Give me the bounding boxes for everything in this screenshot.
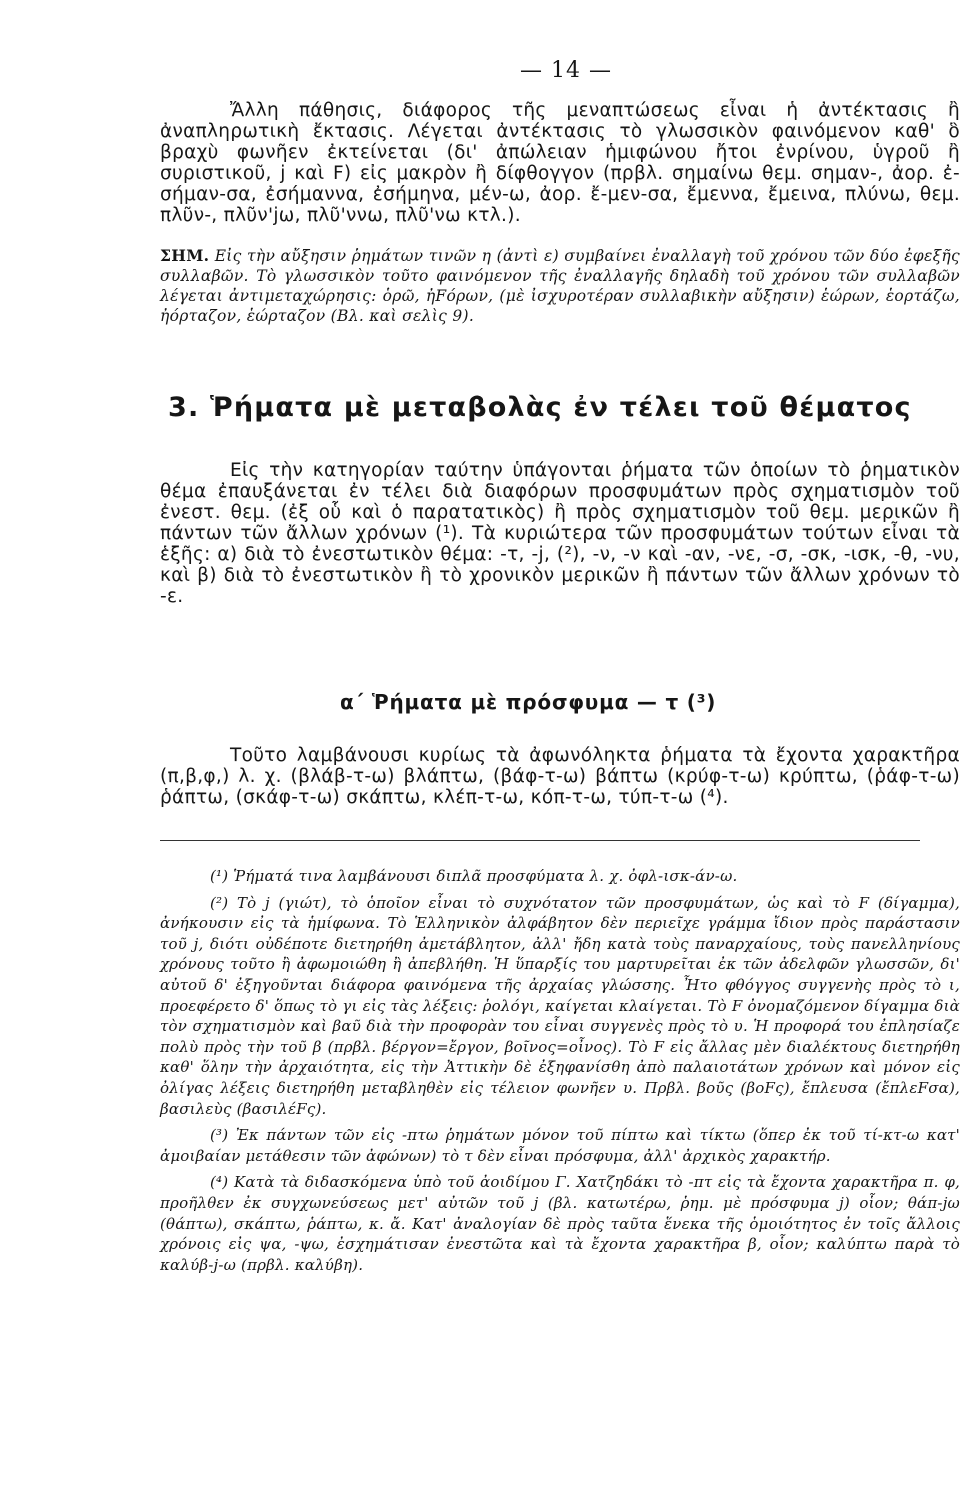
subsection-heading: α΄ Ῥήματα μὲ πρόσφυμα — τ (³) xyxy=(340,690,717,714)
note-block xyxy=(160,246,960,326)
footnote-4: (⁴) Κατὰ τὰ διδασκόμενα ὑπὸ τοῦ ἀοιδίμου Γ. Χατζηδάκι τὸ -πτ εἰς τὰ ἔχοντα χαρακτῆρα π. φ, προῆλθεν ἐκ συγχωνεύσεως μετ' αὐτῶν τοῦ j (βλ. κατωτέρω, ῥημ. μὲ πρόσφυμα j) οἷον; θάπ-jω (θάπτω), σκάπτω, ῥάπτω, κ. ἄ. Κατ' ἀναλογίαν δὲ πρὸς ταῦτα ἕνεκα τῆς ὁμοιότητος ἐν τοῖς ἄλλοις χρόνοις εἰς ψα, -ψω, ἐσχημάτισαν ἐνεστῶτα καὶ τὰ ἔχοντα χαρακτῆρα β, οἷον; καλύπτω παρὰ τὸ καλύβ-j-ω (πρβλ. καλύβη). xyxy=(160,1173,960,1274)
footnote-3: (³) Ἐκ πάντων τῶν εἰς -πτω ῥημάτων μόνον τοῦ πίπτω καὶ τίκτω (ὅπερ ἐκ τοῦ τί-κτ-ω κατ' ἀμοιβαίαν μετάθεσιν τῶν ἀφώνων) τὸ τ δὲν εἶναι πρόσφυμα, ἀλλ' ἀρχικὸς χαρακτήρ. xyxy=(160,1126,960,1165)
footnote-divider xyxy=(160,840,920,841)
note-label: ΣΗΜ. xyxy=(160,246,210,265)
section-body-block xyxy=(160,460,960,607)
footnotes xyxy=(160,866,960,1281)
note-paragraph xyxy=(160,246,960,326)
section-heading: 3. Ῥήματα μὲ μεταβολὰς ἐν τέλει τοῦ θέματος xyxy=(168,392,912,423)
note-text: Εἰς τὴν αὔξησιν ῥημάτων τινῶν η (ἀντὶ ε) συμβαίνει ἐναλλαγὴ τοῦ χρόνου τῶν δύο ἐφεξῆς συλλαβῶν. Τὸ γλωσσικὸν τοῦτο φαινόμενον τῆς ἐναλλαγῆς δηλαδὴ τοῦ χρόνου τῶν συλλαβῶν λέγεται ἀντιμεταχώρησις: ὁρῶ, ἠFόρων, (μὲ ἰσχυροτέραν συλλαβικὴν αὔξησιν) ἑώρων, ἑορτάζω, ἠόρταζον, ἑώρταζον (Βλ. καὶ σελὶς 9). xyxy=(160,247,960,325)
footnote-2: (²) Τὸ j (γιώτ), τὸ ὁποῖον εἶναι τὸ συχνότατον τῶν προσφυμάτων, ὡς καὶ τὸ F (δίγαμμα), ἀνήκουσιν εἰς τὰ ἡμίφωνα. Τὸ Ἑλληνικὸν ἀλφάβητον δὲν περιεῖχε γράμμα ἴδιον πρὸς παράστασιν τοῦ j, διότι οὐδέποτε διετηρήθη ἀμετάβλητον, ἀλλ' ἤδη κατὰ τοὺς παναρχαίους, τοὺς πανελληνίους χρόνους τοῦτο ἢ ἀφωμοιώθη ἢ ἀπεβλήθη. Ἡ ὕπαρξίς του μαρτυρεῖται ἐκ τῶν ἀδελφῶν γλωσσῶν, δι' αὐτοῦ δ' ἐξηγοῦνται διάφορα φαινόμενα τῆς ἀρχαίας γλώσσης. Ἦτο φθόγγος συγγενὴς πρὸς τὸ ι, προεφέρετο δ' ὅπως τὸ γι εἰς τὰς λέξεις: ῥολόγι, καίγεται κλαίγεται. Τὸ F ὀνομαζόμενον δίγαμμα διὰ τὸν σχηματισμὸν καὶ βαῦ διὰ τὴν προφορὰν του εἶναι συγγενὲς πρὸς τὸ υ. Ἡ προφορά του ἐπλησίαζε πολὺ πρὸς τὴν τοῦ β (πρβλ. βέργον=ἔργον, βοῖνος=οἶνος). Τὸ F εἰς ἄλλας μὲν διαλέκτους διετηρήθη καθ' ὅλην τὴν ἀρχαιότητα, εἰς τὴν Ἀττικὴν δὲ ἐξηφανίσθη ἀπὸ παλαιοτάτων χρόνων καὶ μόνον εἰς ὀλίγας λέξεις διετηρήθη μεταβληθὲν εἰς τέλειον φωνῆεν υ. Πρβλ. βοῦς (βοFς), ἔπλευσα (ἔπλεFσα), βασιλεὺς (βασιλέFς). xyxy=(160,893,960,1118)
intro-paragraph: Ἄλλη πάθησις, διάφορος τῆς μεναπτώσεως εἶναι ἡ ἀντέκτασις ἢ ἀναπληρωτικὴ ἔκτασις. Λέγεται ἀντέκτασις τὸ γλωσσικὸν φαινόμενον καθ' ὃ βραχὺ φωνῆεν ἐκτείνεται (δι' ἀπώλειαν ἡμιφώνου ἤτοι ἐνρίνου, ὑγροῦ ἢ συριστικοῦ, j καὶ F) εἰς μακρὸν ἢ δίφθογγον (πρβλ. σημαίνω θεμ. σημαν-, ἀορ. ἐ-σήμαν-σα, ἐσήμαννα, ἐσήμηνα, μέν-ω, ἀορ. ἔ-μεν-σα, ἔμεννα, ἔμεινα, πλύνω, θεμ. πλῦν-, πλῦν'jω, πλῦ'ννω, πλῦ'νω κτλ.). xyxy=(160,100,960,226)
footnote-1: (¹) Ῥήματά τινα λαμβάνουσι διπλᾶ προσφύματα λ. χ. ὀφλ-ισκ-άν-ω. xyxy=(210,867,738,885)
section-body-paragraph: Εἰς τὴν κατηγορίαν ταύτην ὑπάγονται ῥήματα τῶν ὁποίων τὸ ῥηματικὸν θέμα ἐπαυξάνεται ἐν τέλει διὰ διαφόρων προσφυμάτων πρὸς σχηματισμὸν τοῦ ἐνεστ. θεμ. (ἐξ οὗ καὶ ὁ παρατατικὸς) ἢ πρὸς σχηματισμὸν τοῦ θεμ. μερικῶν ἢ πάντων τῶν ἄλλων χρόνων (¹). Τὰ κυριώτερα τῶν προσφυμάτων τούτων εἶναι τὰ ἑξῆς: α) διὰ τὸ ἐνεστωτικὸν θέμα: -τ, -j, (²), -ν, -ν καὶ -αν, -νε, -σ, -σκ, -ισκ, -θ, -νυ, καὶ β) διὰ τὸ ἐνεστωτικὸν ἢ τὸ χρονικὸν μερικῶν ἢ πάντων τῶν ἄλλων χρόνων τὸ -ε. xyxy=(160,460,960,607)
subsection-body-block xyxy=(160,745,960,808)
page-number: — 14 — xyxy=(520,58,612,83)
intro-paragraph-block xyxy=(160,100,960,226)
subsection-body-paragraph: Τοῦτο λαμβάνουσι κυρίως τὰ ἀφωνόληκτα ῥήματα τὰ ἔχοντα χαρακτῆρα (π,β,φ,) λ. χ. (βλάβ-τ-ω) βλάπτω, (βάφ-τ-ω) βάπτω (κρύφ-τ-ω) κρύπτω, (ῥάφ-τ-ω) ῥάπτω, (σκάφ-τ-ω) σκάπτω, κλέπ-τ-ω, κόπ-τ-ω, τύπ-τ-ω (⁴). xyxy=(160,745,960,808)
